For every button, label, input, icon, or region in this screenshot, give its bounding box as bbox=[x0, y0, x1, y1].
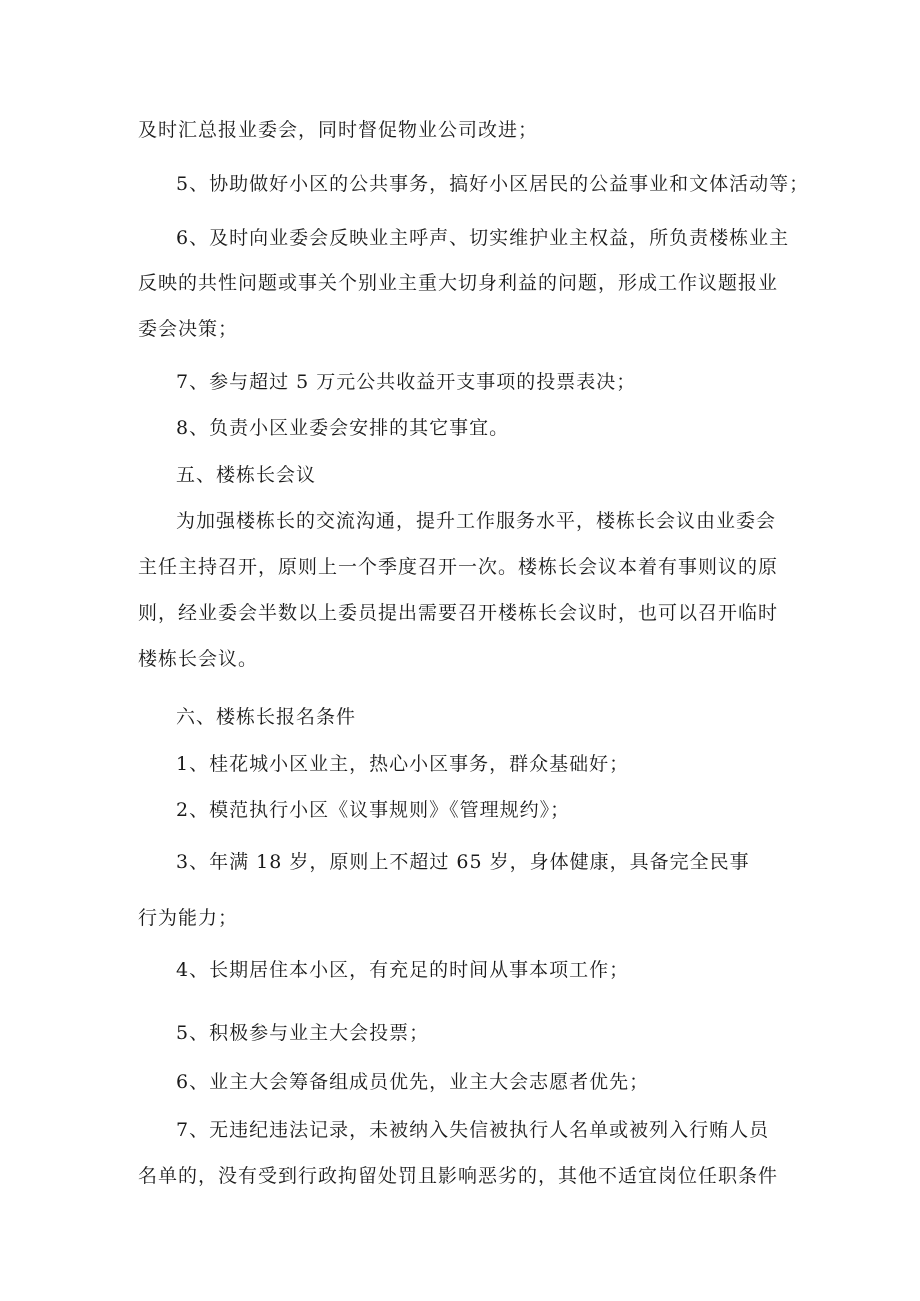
section-heading: 五、楼栋长会议 bbox=[176, 464, 317, 486]
text-line: 行为能力； bbox=[138, 907, 239, 929]
text-line: 委会决策； bbox=[138, 318, 239, 340]
text-line: 楼栋长会议。 bbox=[138, 648, 259, 670]
list-item: 2、模范执行小区《议事规则》《管理规约》； bbox=[176, 799, 571, 821]
text-line: 反映的共性问题或事关个别业主重大切身利益的问题，形成工作议题报业 bbox=[138, 272, 779, 294]
text-line: 为加强楼栋长的交流沟通，提升工作服务水平，楼栋长会议由业委会 bbox=[176, 510, 777, 532]
list-item: 8、负责小区业委会安排的其它事宜。 bbox=[176, 417, 510, 439]
list-item: 5、积极参与业主大会投票； bbox=[176, 1022, 430, 1044]
list-item: 4、长期居住本小区，有充足的时间从事本项工作； bbox=[176, 959, 630, 981]
text-line: 名单的，没有受到行政拘留处罚且影响恶劣的，其他不适宜岗位任职条件 bbox=[138, 1165, 779, 1187]
text-line: 主任主持召开，原则上一个季度召开一次。楼栋长会议本着有事则议的原 bbox=[138, 556, 779, 578]
text-line: 及时汇总报业委会，同时督促物业公司改进； bbox=[138, 119, 539, 141]
section-heading: 六、楼栋长报名条件 bbox=[176, 706, 357, 728]
list-item: 3、年满 18 岁，原则上不超过 65 岁，身体健康，具备完全民事 bbox=[176, 851, 750, 873]
list-item: 5、协助做好小区的公共事务，搞好小区居民的公益事业和文体活动等； bbox=[176, 173, 810, 195]
list-item: 6、及时向业委会反映业主呼声、切实维护业主权益，所负责楼栋业主 bbox=[176, 227, 790, 249]
list-item: 7、无违纪违法记录，未被纳入失信被执行人名单或被列入行贿人员 bbox=[176, 1119, 770, 1141]
list-item: 1、桂花城小区业主，热心小区事务，群众基础好； bbox=[176, 753, 630, 775]
list-item: 7、参与超过 5 万元公共收益开支事项的投票表决； bbox=[176, 371, 637, 393]
list-item: 6、业主大会筹备组成员优先，业主大会志愿者优先； bbox=[176, 1071, 650, 1093]
text-line: 则，经业委会半数以上委员提出需要召开楼栋长会议时，也可以召开临时 bbox=[138, 602, 779, 624]
